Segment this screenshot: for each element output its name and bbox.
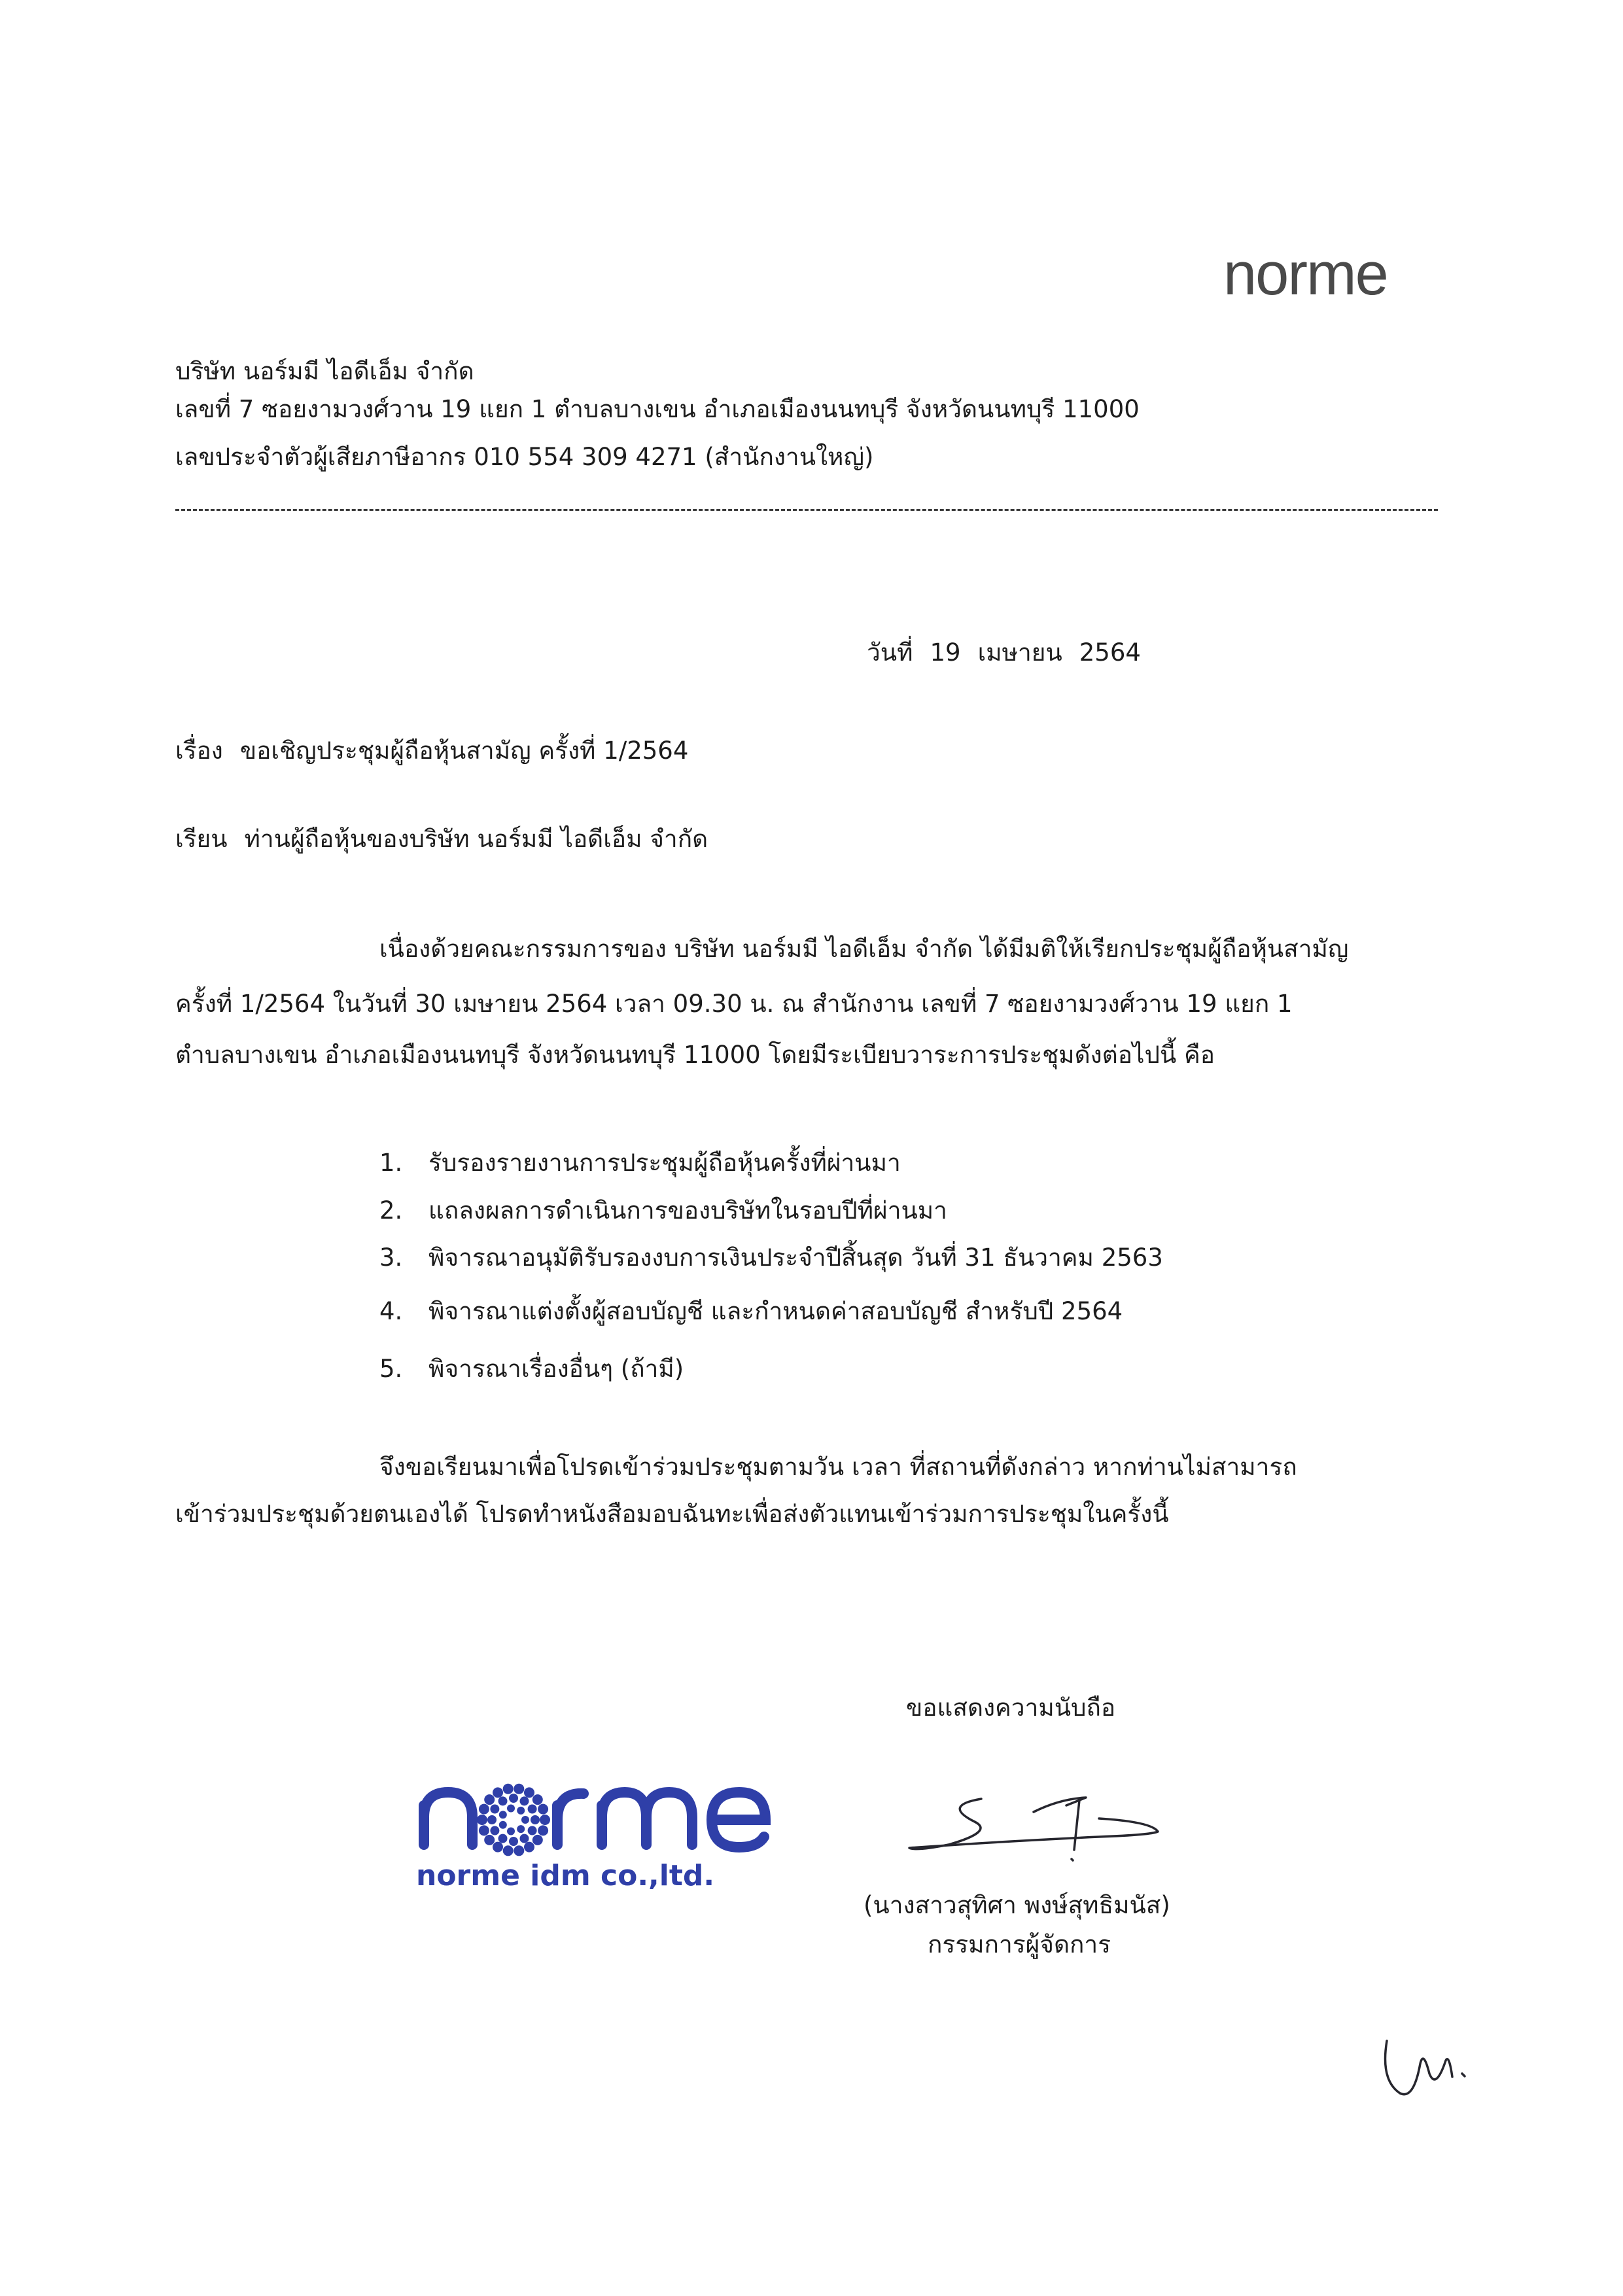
date-year: 2564 [1079, 638, 1141, 667]
stamp-logo-dot [538, 1804, 548, 1815]
body-paragraph-line: ครั้งที่ 1/2564 ในวันที่ 30 เมษายน 2564 เวลา 09.30 น. ณ สำนักงาน เลขที่ 7 ซอยงามวงศ์วาน 19 แยก 1 [175, 990, 1293, 1018]
agenda-item-text: พิจารณาอนุมัติรับรองงบการเงินประจำปีสิ้นสุด วันที่ 31 ธันวาคม 2563 [428, 1244, 1163, 1272]
agenda-item-text: รับรองรายงานการประชุมผู้ถือหุ้นครั้งที่ผ่านมา [428, 1149, 901, 1177]
stamp-logo-dot [509, 1794, 518, 1803]
stamp-logo-dot [507, 1828, 515, 1835]
signer-name: (นางสาวสุทิศา พงษ์สุทธิมนัส) [864, 1891, 1170, 1919]
header-divider [175, 509, 1438, 511]
signature-image [903, 1786, 1178, 1871]
handwritten-initials [1374, 2028, 1478, 2106]
agenda-item-number: 4. [379, 1297, 403, 1325]
company-stamp [412, 1766, 798, 1897]
agenda-item-number: 5. [379, 1355, 403, 1383]
stamp-logo-dot [503, 1845, 514, 1856]
stamp-logo-dot [479, 1804, 489, 1815]
stamp-logo-dot [532, 1794, 543, 1805]
stamp-logo-dot [532, 1835, 543, 1845]
stamp-logo-dot [509, 1837, 518, 1846]
stamp-logo-dot [521, 1816, 529, 1824]
agenda-item-text: พิจารณาแต่งตั้งผู้สอบบัญชี และกำหนดค่าสอบบัญชี สำหรับปี 2564 [428, 1297, 1123, 1325]
stamp-logo-mark [424, 1784, 765, 1856]
salutation-text: ท่านผู้ถือหุ้นของบริษัท นอร์มมี ไอดีเอ็ม จำกัด [244, 825, 708, 853]
company-tax-id: เลขประจำตัวผู้เสียภาษีอากร 010 554 309 4271 (สำนักงานใหญ่) [175, 443, 874, 471]
stamp-logo-dot [503, 1784, 514, 1794]
letter-subject [175, 736, 688, 766]
stamp-logo-dot [498, 1796, 508, 1805]
stamp-logo-dot [479, 1825, 489, 1835]
date-day: 19 [930, 638, 961, 667]
subject-label: เรื่อง [175, 737, 223, 765]
stamp-logo-dot [528, 1826, 537, 1835]
stamp-logo-dot [514, 1784, 524, 1794]
date-label: วันที่ [867, 638, 913, 667]
stamp-logo-dot [540, 1815, 550, 1825]
letter-salutation [175, 824, 708, 854]
stamp-logo-dot [490, 1826, 499, 1835]
stamp-logo-dot [524, 1787, 534, 1798]
body-paragraph-line: จึงขอเรียนมาเพื่อโปรดเข้าร่วมประชุมตามวัน เวลา ที่สถานที่ดังกล่าว หากท่านไม่สามารถ [379, 1453, 1297, 1481]
body-paragraph-line: เข้าร่วมประชุมด้วยตนเองได้ โปรดทำหนังสือมอบฉันทะเพื่อส่งตัวแทนเข้าร่วมการประชุมในครั้งนี้ [175, 1500, 1169, 1528]
stamp-logo-dot [514, 1845, 524, 1856]
stamp-logo-dot [520, 1834, 529, 1843]
body-paragraph-line: เนื่องด้วยคณะกรรมการของ บริษัท นอร์มมี ไอดีเอ็ม จำกัด ได้มีมติให้เรียกประชุมผู้ถือหุ้นสามัญ [379, 935, 1349, 963]
stamp-logo-dot [517, 1807, 525, 1815]
agenda-item-text: แถลงผลการดำเนินการของบริษัทในรอบปีที่ผ่านมา [428, 1196, 947, 1225]
signer-title: กรรมการผู้จัดการ [928, 1930, 1111, 1958]
salutation-label: เรียน [175, 825, 228, 853]
stamp-logo-dot [498, 1834, 508, 1843]
date-month: เมษายน [977, 638, 1062, 667]
agenda-item-text: พิจารณาเรื่องอื่นๆ (ถ้ามี) [428, 1355, 684, 1383]
stamp-logo-dot [528, 1805, 537, 1814]
stamp-logo-dot [477, 1815, 487, 1825]
stamp-logo-dot [520, 1796, 529, 1805]
stamp-logo-dot [487, 1815, 497, 1824]
stamp-logo-dot [517, 1825, 525, 1833]
company-address: เลขที่ 7 ซอยงามวงศ์วาน 19 แยก 1 ตำบลบางเขน อำเภอเมืองนนทบุรี จังหวัดนนทบุรี 11000 [175, 395, 1140, 423]
stamp-logo-dot [490, 1805, 499, 1814]
norme-logo [1223, 243, 1452, 309]
stamp-logo-dot [493, 1842, 503, 1852]
agenda-item-number: 2. [379, 1196, 403, 1225]
company-name: บริษัท นอร์มมี ไอดีเอ็ม จำกัด [175, 357, 474, 385]
closing-phrase: ขอแสดงความนับถือ [906, 1694, 1116, 1722]
stamp-logo-dot [538, 1825, 548, 1835]
stamp-logo-dot [499, 1821, 507, 1829]
stamp-logo-dot [484, 1835, 495, 1845]
agenda-item-number: 1. [379, 1149, 403, 1177]
agenda-item-number: 3. [379, 1244, 403, 1272]
letter-date [867, 638, 1141, 668]
stamp-logo-dot [524, 1842, 534, 1852]
stamp-logo-dot [507, 1805, 515, 1813]
stamp-logo-dot [493, 1787, 503, 1798]
norme-logo-text: norme [1223, 243, 1387, 307]
stamp-logo-dot [531, 1815, 540, 1824]
body-paragraph-line: ตำบลบางเขน อำเภอเมืองนนทบุรี จังหวัดนนทบุรี 11000 โดยมีระเบียบวาระการประชุมดังต่อไปนี้ คือ [175, 1041, 1215, 1069]
stamp-logo-dot [499, 1811, 507, 1818]
stamp-logo-dot [484, 1794, 495, 1805]
stamp-company-text: norme idm co.,ltd. [416, 1859, 715, 1892]
subject-text: ขอเชิญประชุมผู้ถือหุ้นสามัญ ครั้งที่ 1/2564 [239, 737, 689, 765]
